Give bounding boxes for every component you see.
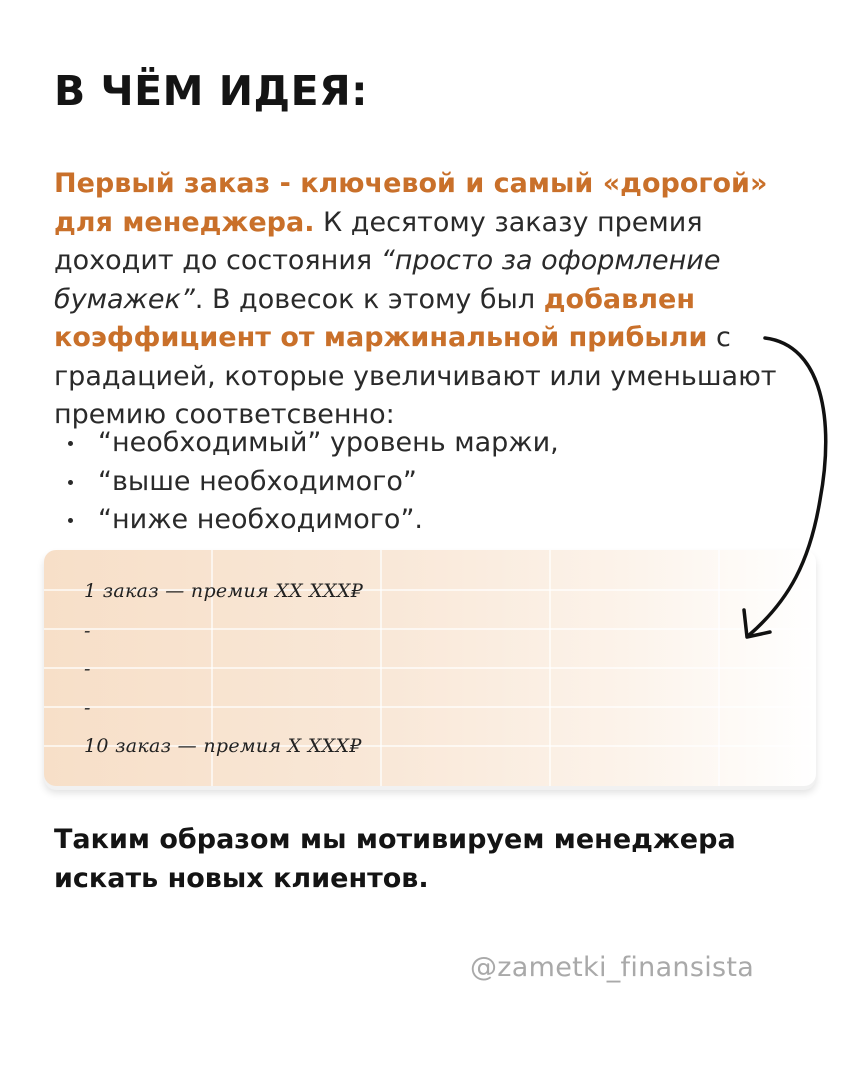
paragraph-text-2: . В довесок к этому был xyxy=(194,283,544,315)
bullet-dot-icon xyxy=(68,441,73,446)
notebook-line-dash: - xyxy=(84,620,91,642)
paragraph-text-3: с градацией, которые увеличивают или уменьшают премию соответсвенно: xyxy=(54,322,777,430)
bullet-dot-icon xyxy=(68,518,73,523)
list-item-text: “необходимый” уровень маржи, xyxy=(98,427,559,458)
highlight-first-order: Первый заказ - ключевой и самый «дорогой» для менеджера. xyxy=(54,168,768,238)
notebook-line-dash: - xyxy=(84,697,91,719)
conclusion-text: Таким образом мы мотивируем менеджера искать новых клиентов. xyxy=(54,824,736,894)
margin-levels-list xyxy=(66,424,559,540)
list-item-text: “выше необходимого” xyxy=(98,465,417,497)
paragraph-quote: “просто за оформление бумажек” xyxy=(54,245,721,315)
notebook-line-tenth-order: 10 заказ — премия X XXX₽ xyxy=(84,735,362,757)
idea-paragraph xyxy=(54,165,824,435)
page-title: В ЧЁМ ИДЕЯ: xyxy=(54,67,369,115)
author-handle: @zametki_finansista xyxy=(470,952,755,983)
notebook-line-dash: - xyxy=(84,658,91,680)
list-item xyxy=(66,501,559,540)
paragraph-text-1: К десятому заказу премия доходит до состояния xyxy=(54,206,703,276)
list-item xyxy=(66,463,559,502)
list-item-text: “ниже необходимого”. xyxy=(98,504,424,535)
list-item xyxy=(66,424,559,463)
bullet-dot-icon xyxy=(68,480,73,485)
notebook-line-first-order: 1 заказ — премия XX XXX₽ xyxy=(84,580,364,602)
highlight-coefficient: добавлен коэффициент от маржинальной прибыли xyxy=(54,283,708,353)
